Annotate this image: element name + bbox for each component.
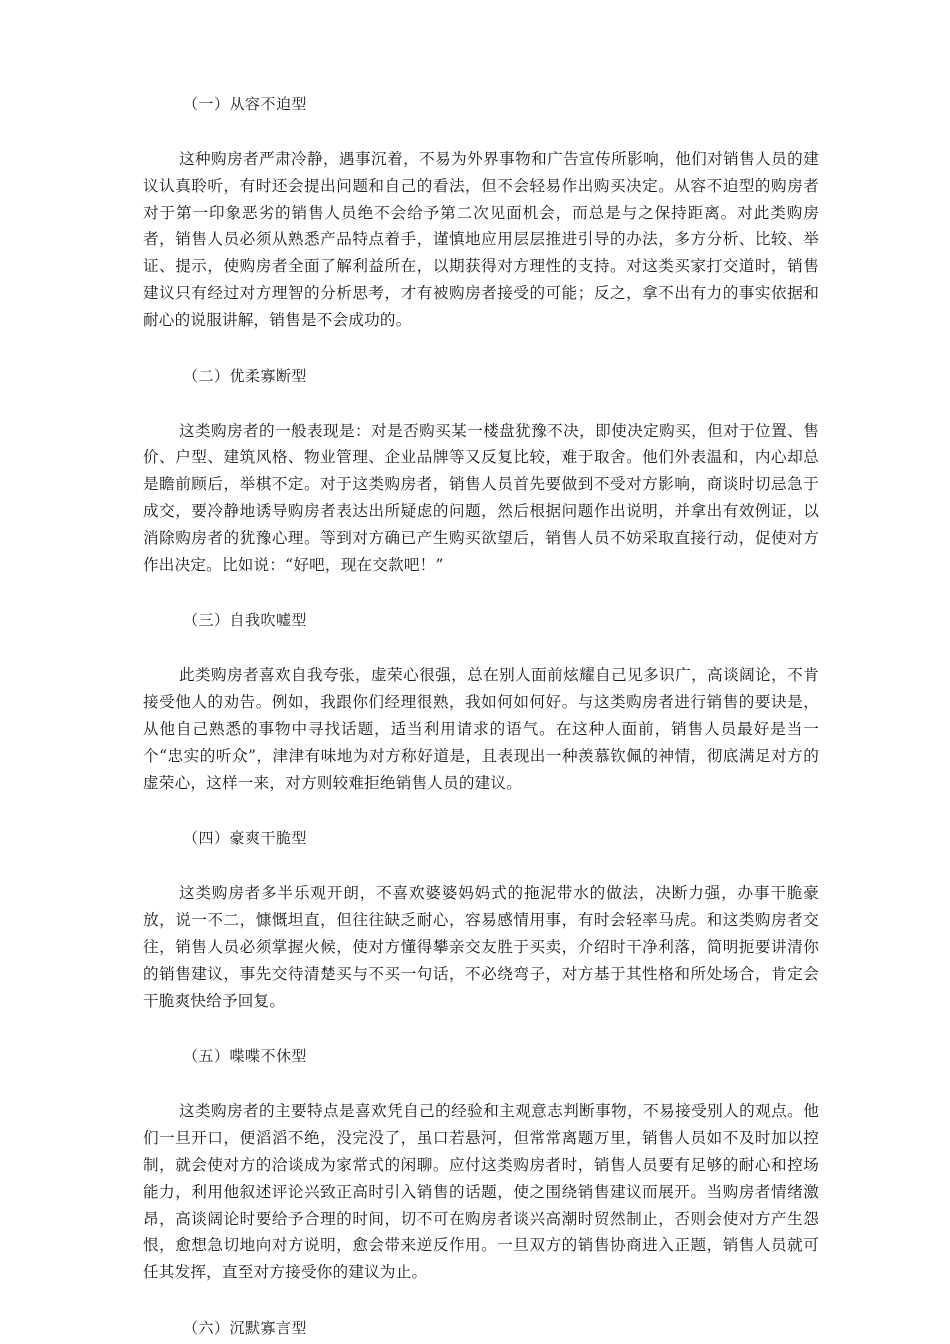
section-body-1: 这种购房者严肃冷静，遇事沉着，不易为外界事物和广告宣传所影响，他们对销售人员的建议认真聆听，有时还会提出问题和自己的看法，但不会轻易作出购买决定。从容不迫型的购房者对于第一印象恶劣的销售人员绝不会给予第二次见面机会，而总是与之保持距离。对此类购房者，销售人员必须从熟悉产品特点着手，谨慎地应用层层推进引导的办法，多方分析、比较、举证、提示，使购房者全面了解利益所在，以期获得对方理性的支持。对这类买家打交道时，销售建议只有经过对方理智的分析思考，才有被购房者接受的可能；反之，拿不出有力的事实依据和耐心的说服讲解，销售是不会成功的。 bbox=[143, 150, 819, 329]
section-heading-5: （五）喋喋不休型 bbox=[183, 1047, 308, 1066]
section-heading-6: （六）沉默寡言型 bbox=[183, 1318, 308, 1337]
section-body-4: 这类购房者多半乐观开朗，不喜欢婆婆妈妈式的拖泥带水的做法，决断力强，办事干脆豪放，说一不二，慷慨坦直，但往往缺乏耐心，容易感情用事，有时会轻率马虎。和这类购房者交往，销售人员必须掌握火候，使对方懂得攀亲交友胜于买卖，介绍时干净利落，简明扼要讲清你的销售建议，事先交待清楚买与不买一句话，不必绕弯子，对方基于其性格和所处场合，肯定会干脆爽快给予回复。 bbox=[143, 884, 819, 1010]
section-heading-3: （三）自我吹嘘型 bbox=[183, 611, 308, 630]
section-body-5: 这类购房者的主要特点是喜欢凭自己的经验和主观意志判断事物，不易接受别人的观点。他们一旦开口，便滔滔不绝，没完没了，虽口若悬河，但常常离题万里，销售人员如不及时加以控制，就会使对方的洽谈成为家常式的闲聊。应付这类购房者时，销售人员要有足够的耐心和控场能力，利用他叙述评论兴致正高时引入销售的话题，使之围绕销售建议而展开。当购房者情绪激昂，高谈阔论时要给予合理的时间，切不可在购房者谈兴高潮时贸然制止，否则会使对方产生怨恨，愈想急切地向对方说明，愈会带来逆反作用。一旦双方的销售协商进入正题，销售人员就可任其发挥，直至对方接受你的建议为止。 bbox=[143, 1102, 819, 1282]
section-heading-4: （四）豪爽干脆型 bbox=[183, 829, 308, 848]
section-body-3: 此类购房者喜欢自我夸张，虚荣心很强，总在别人面前炫耀自己见多识广，高谈阔论，不肯接受他人的劝告。例如，我跟你们经理很熟，我如何如何好。与这类购房者进行销售的要诀是，从他自己熟悉的事物中寻找话题，适当利用请求的语气。在这种人面前，销售人员最好是当一个“忠实的听众”，津津有味地为对方称好道是，且表现出一种羡慕钦佩的神情，彻底满足对方的虚荣心，这样一来，对方则较难拒绝销售人员的建议。 bbox=[143, 666, 819, 792]
section-body-2: 这类购房者的一般表现是：对是否购买某一楼盘犹豫不决，即使决定购买，但对于位置、售价、户型、建筑风格、物业管理、企业品牌等又反复比较，难于取舍。他们外表温和，内心却总是瞻前顾后，举棋不定。对于这类购房者，销售人员首先要做到不受对方影响，商谈时切忌急于成交，要冷静地诱导购房者表达出所疑虑的问题，然后根据问题作出说明，并拿出有效例证，以消除购房者的犹豫心理。等到对方确已产生购买欲望后，销售人员不妨采取直接行动，促使对方作出决定。比如说：“好吧，现在交款吧！” bbox=[143, 421, 819, 574]
section-heading-1: （一）从容不迫型 bbox=[183, 95, 308, 113]
document-page bbox=[143, 92, 819, 1340]
section-heading-2: （二）优柔寡断型 bbox=[183, 366, 308, 385]
